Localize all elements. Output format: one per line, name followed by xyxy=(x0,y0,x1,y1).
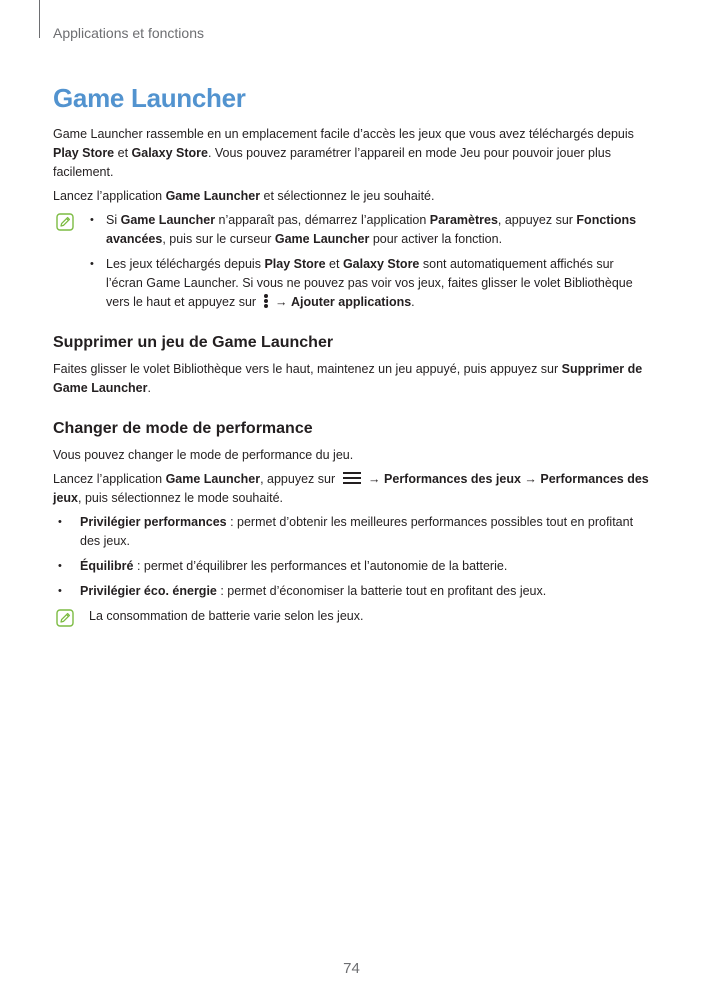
note-bullet-list xyxy=(89,211,653,312)
header-rule xyxy=(39,0,40,38)
list-item: • Privilégier performances : permet d’obtenir les meilleures performances possibles tout en profitant des jeux. xyxy=(58,515,634,548)
list-item: • Si Game Launcher n’apparaît pas, démarrez l’application Paramètres, appuyez sur Fonctions avancées, puis sur le curseur Game Launcher pour activer la fonction. xyxy=(90,213,637,246)
bullet-dot: • xyxy=(58,516,62,528)
launch-paragraph: Lancez l’application Game Launcher et sélectionnez le jeu souhaité. xyxy=(53,189,435,203)
note-block xyxy=(53,607,653,626)
performance-mode-list xyxy=(53,513,653,601)
main-content xyxy=(53,125,653,631)
intro-paragraph: Game Launcher rassemble en un emplacement facile d’accès les jeux que vous avez téléchargés depuis Play Store et Galaxy Store. Vous pouvez paramétrer l’appareil en mode Jeu pour pouvoir jouer plus facilement. xyxy=(53,127,634,179)
battery-note: La consommation de batterie varie selon les jeux. xyxy=(89,609,364,623)
section-heading-delete: Supprimer un jeu de Game Launcher xyxy=(53,334,334,351)
bullet-dot: • xyxy=(90,258,94,270)
more-options-icon xyxy=(262,293,270,309)
bullet-dot: • xyxy=(58,560,62,572)
page-number: 74 xyxy=(343,960,360,977)
page-title: Game Launcher xyxy=(53,83,246,113)
list-item: • Équilibré : permet d’équilibrer les performances et l’autonomie de la batterie. xyxy=(53,557,653,576)
delete-paragraph: Faites glisser le volet Bibliothèque vers le haut, maintenez un jeu appuyé, puis appuyez sur Supprimer de Game Launcher. xyxy=(53,362,643,395)
section-header: Applications et fonctions xyxy=(53,25,204,41)
menu-icon xyxy=(343,471,361,485)
bullet-dot: • xyxy=(58,585,62,597)
performance-intro: Vous pouvez changer le mode de performance du jeu. xyxy=(53,448,354,462)
list-item: • Privilégier éco. énergie : permet d’économiser la batterie tout en profitant des jeux. xyxy=(53,582,653,601)
list-item: • Les jeux téléchargés depuis Play Store et Galaxy Store sont automatiquement affichés sur l’écran Game Launcher. Si vous ne pouvez pas voir vos jeux, faites glisser le volet Bibliothèque vers le haut et appuyez sur → Ajouter applications. xyxy=(90,257,633,309)
section-heading-performance: Changer de mode de performance xyxy=(53,420,313,437)
note-pencil-icon xyxy=(56,213,74,231)
note-pencil-icon xyxy=(56,609,74,627)
performance-steps: Lancez l’application Game Launcher, appuyez sur → Performances des jeux → Performances des jeux, puis sélectionnez le mode souhaité. xyxy=(53,472,649,505)
bullet-dot: • xyxy=(90,214,94,226)
note-block xyxy=(53,211,653,312)
